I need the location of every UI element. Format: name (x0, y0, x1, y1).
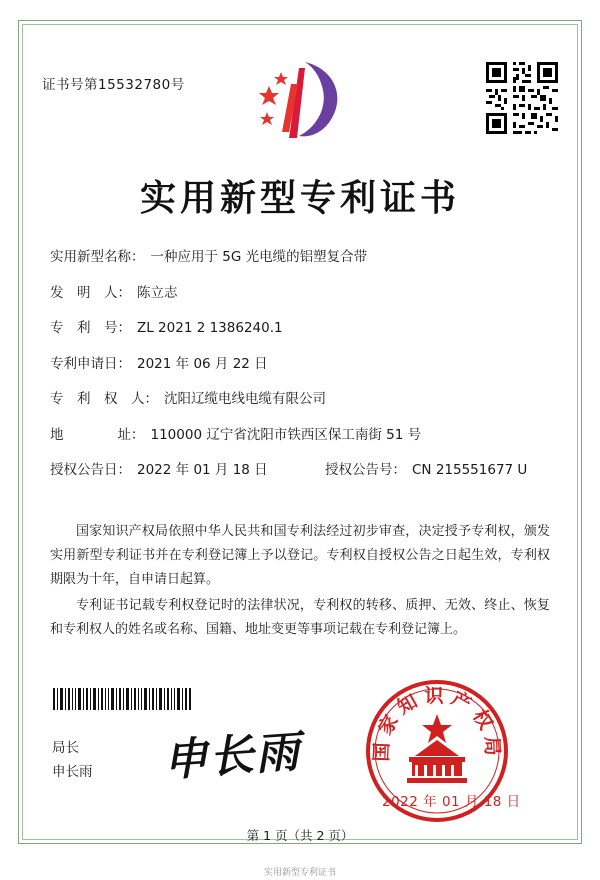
grant-row (50, 458, 550, 478)
cnipa-star-logo-icon (253, 58, 348, 140)
signature-block (52, 737, 93, 784)
seal-date: 2022 年 01 月 18 日 (382, 794, 521, 810)
svg-text:国家知识产权局: 国家知识产权局 (370, 685, 504, 762)
barcode-icon (52, 688, 192, 710)
qr-code-icon (486, 62, 558, 134)
field-value: CN 215551677 U (412, 462, 528, 478)
field-label: 实用新型名称： (50, 249, 145, 265)
grant-date (50, 458, 285, 478)
field-row (50, 316, 550, 336)
body-paragraph-1: 国家知识产权局依照中华人民共和国专利法经过初步审查，决定授予专利权，颁发实用新型专利证书并在专利登记簿上予以登记。专利权自授权公告之日起生效，专利权期限为十年，自申请日起算。 (50, 524, 550, 588)
body-paragraph-2: 专利证书记载专利权登记时的法律状况，专利权的转移、质押、无效、终止、恢复和专利权人的姓名或名称、国籍、地址变更等事项记载在专利登记簿上。 (50, 598, 550, 638)
field-value: ZL 2021 2 1386240.1 (137, 320, 283, 336)
field-value: 2022 年 01 月 18 日 (137, 462, 268, 478)
certificate-number: 证书号第15532780号 (42, 77, 185, 93)
grant-publication-number (325, 458, 527, 478)
page-indicator: 第 1 页（共 2 页） (246, 828, 354, 843)
field-label: 授权公告日： (50, 462, 131, 478)
field-row (50, 352, 550, 372)
field-row (50, 281, 550, 301)
field-label: 授权公告号： (325, 462, 406, 478)
field-value: 110000 辽宁省沈阳市铁西区保工南街 51 号 (150, 426, 422, 443)
field-label: 专 利 权 人： (50, 391, 158, 407)
field-value: 沈阳辽缆电线电缆有限公司 (164, 391, 326, 407)
field-value: 陈立志 (137, 284, 178, 301)
field-row (50, 423, 550, 443)
field-row (50, 245, 550, 265)
director-title-label: 局长 (52, 740, 79, 756)
handwritten-signature: 申长雨 (161, 726, 303, 787)
field-row (50, 387, 550, 407)
body-text (50, 520, 550, 644)
field-value: 2021 年 06 月 22 日 (137, 355, 268, 372)
field-value: 一种应用于 5G 光电缆的铝塑复合带 (150, 249, 368, 265)
field-label: 地 址： (50, 426, 145, 443)
field-label: 专 利 号： (50, 320, 131, 336)
page-title: 实用新型专利证书 (139, 178, 460, 219)
field-label: 发 明 人： (50, 284, 131, 301)
director-name-label: 申长雨 (52, 763, 93, 780)
field-label: 专利申请日： (50, 355, 131, 372)
bottom-note: 实用新型专利证书 (263, 868, 336, 878)
field-list (50, 245, 550, 494)
